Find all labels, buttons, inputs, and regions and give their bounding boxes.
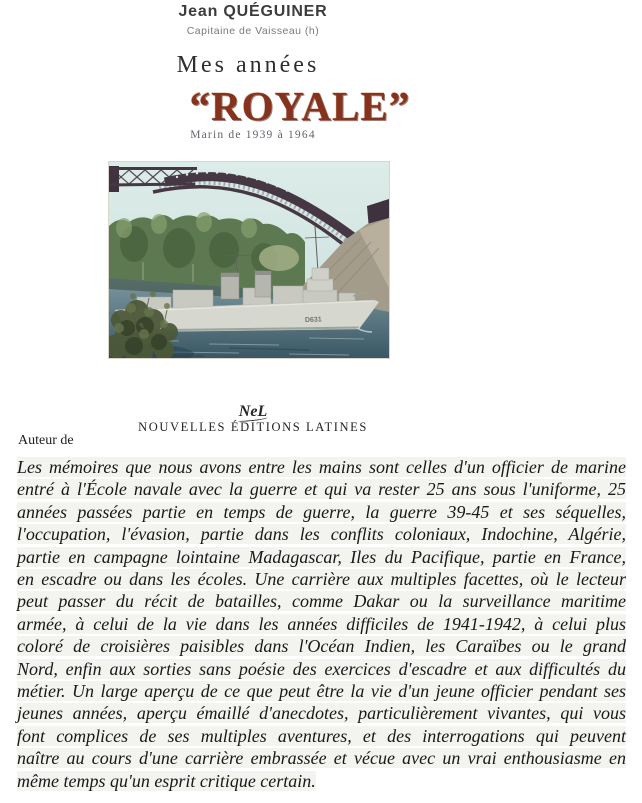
description-line: peut passer du récit de batailles, comme Dakar ou la surveillance maritime: [17, 591, 626, 612]
description-line: même temps qu'un esprit critique certain.: [17, 770, 316, 791]
description-line: Nord, enfin aux sorties sans poésie des exercices d'escadre et aux difficultés du: [17, 658, 626, 679]
publisher-logo-text: NeL: [238, 403, 268, 420]
description-line: naître au cours d'une carrière embrassée et vécue avec un vrai enthousiasme en: [17, 748, 626, 769]
author-name: Jean QUÉGUINER: [178, 3, 328, 20]
hull-number-label: D631: [304, 316, 322, 324]
description-line: en escadre ou dans les écoles. Une carrière aux multiples facettes, où le lecteur: [17, 569, 626, 590]
book-title: Mes années: [176, 52, 320, 78]
description-line: font complices de ses multiples aventures, et des interrogations qui peuvent: [17, 725, 626, 746]
publisher-name: NOUVELLES ÉDITIONS LATINES: [138, 420, 368, 434]
description-line: jeunes années, aperçu émaillé d'anecdotes, particulièrement vivantes, qui vous: [17, 703, 626, 724]
description-line: Les mémoires que nous avons entre les mains sont celles d'un officier de marine: [17, 457, 626, 477]
book-description: [17, 456, 626, 792]
lead-in-label: Auteur de: [18, 433, 74, 448]
publisher-logo: [108, 403, 398, 421]
cover-photo: [108, 161, 390, 359]
book-title-emphasis: “ROYALE”: [189, 83, 411, 129]
author-rank: Capitaine de Vaisseau (h): [186, 25, 320, 37]
description-line: coloré de croisières paisibles dans l'Océan Indien, les Caraïbes ou le grand: [17, 636, 626, 657]
book-subtitle: Marin de 1939 à 1964: [190, 129, 316, 141]
description-line: métier. Un large aperçu de ce que peut être la vie d'un jeune officier pendant ses: [17, 681, 626, 702]
description-line: partie en campagne lointaine Madagascar, Iles du Pacifique, partie en France,: [17, 546, 626, 567]
description-line: années passées partie en temps de guerre, la guerre 39-45 et ses séquelles,: [17, 501, 626, 522]
description-line: armée, à celui de la vie dans les années difficiles de 1941-1942, à celui plus: [17, 613, 626, 634]
warship-bridge-illustration: [109, 162, 389, 358]
description-line: entré à l'École navale avec la guerre et qui va rester 25 ans sous l'uniforme, 25: [17, 479, 626, 500]
description-line: l'occupation, l'évasion, partie dans les conflits coloniaux, Indochine, Algérie,: [17, 524, 626, 545]
